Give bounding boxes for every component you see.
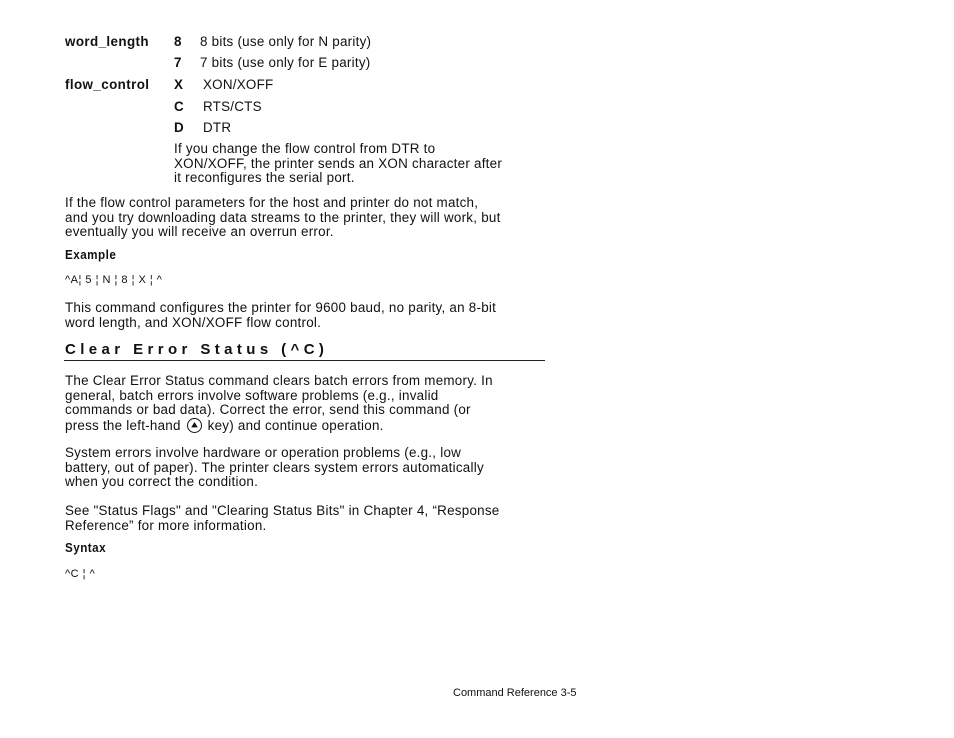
up-arrow-circle-icon <box>187 418 202 433</box>
clear-error-paragraph <box>65 374 493 433</box>
page-footer: Command Reference 3-5 <box>453 687 577 699</box>
option-value: X <box>174 77 183 92</box>
see-also-paragraph <box>65 504 499 533</box>
paragraph-line: If the flow control parameters for the host and printer do not match, <box>65 195 479 210</box>
paragraph-line: battery, out of paper). The printer clears system errors automatically <box>65 459 484 475</box>
line-text: key) and continue operation. <box>207 417 384 433</box>
note-line: If you change the flow control from DTR to <box>174 141 436 156</box>
mismatch-paragraph <box>65 196 501 240</box>
paragraph-line: word length, and XON/XOFF flow control. <box>65 314 322 330</box>
paragraph-line: general, batch errors involve software problems (e.g., invalid <box>65 387 439 403</box>
option-desc: 8 bits (use only for N parity) <box>200 34 372 49</box>
system-errors-paragraph <box>65 446 484 490</box>
paragraph-line: System errors involve hardware or operation problems (e.g., low <box>65 445 462 460</box>
example-description <box>65 301 496 330</box>
note-line: XON/XOFF, the printer sends an XON character after <box>174 155 503 171</box>
option-value: 7 <box>174 55 182 70</box>
flow-control-note <box>174 142 502 186</box>
note-line: it reconfigures the serial port. <box>174 170 355 186</box>
option-desc: DTR <box>203 120 232 135</box>
line-text: press the left-hand <box>65 417 181 433</box>
paragraph-line <box>65 418 493 434</box>
paragraph-line: when you correct the condition. <box>65 474 259 490</box>
param-word-length: word_length <box>65 34 149 49</box>
paragraph-line: eventually you will receive an overrun error. <box>65 224 334 240</box>
example-heading: Example <box>65 247 117 262</box>
option-desc: 7 bits (use only for E parity) <box>200 55 371 70</box>
syntax-heading: Syntax <box>65 540 107 555</box>
section-rule <box>64 360 545 361</box>
paragraph-line: and you try downloading data streams to the printer, they will work, but <box>65 209 501 225</box>
param-flow-control: flow_control <box>65 77 150 92</box>
syntax-code: ^C ¦ ^ <box>65 568 96 580</box>
option-value: C <box>174 99 184 114</box>
option-value: 8 <box>174 34 182 49</box>
paragraph-line: The Clear Error Status command clears batch errors from memory. In <box>65 373 493 388</box>
paragraph-line: See "Status Flags" and "Clearing Status Bits" in Chapter 4, “Response <box>65 503 500 518</box>
example-code: ^A¦ 5 ¦ N ¦ 8 ¦ X ¦ ^ <box>65 274 163 286</box>
option-desc: RTS/CTS <box>203 99 262 114</box>
option-desc: XON/XOFF <box>203 77 274 92</box>
option-value: D <box>174 120 184 135</box>
paragraph-line: Reference” for more information. <box>65 517 267 533</box>
paragraph-line: commands or bad data). Correct the error, send this command (or <box>65 402 471 418</box>
paragraph-line: This command configures the printer for 9600 baud, no parity, an 8-bit <box>65 300 497 315</box>
section-title: Clear Error Status (^C) <box>65 341 329 358</box>
